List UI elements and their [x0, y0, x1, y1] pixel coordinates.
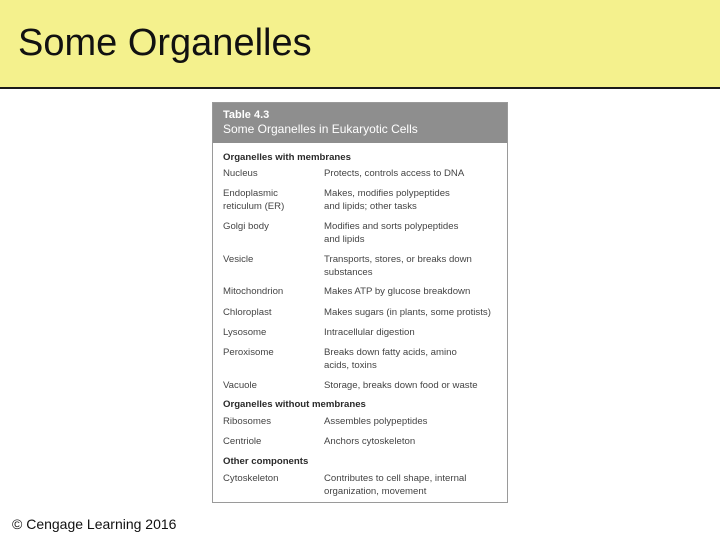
organelle-function: Assembles polypeptides: [324, 416, 428, 427]
organelle-function: Anchors cytoskeleton: [324, 436, 416, 447]
organelle-name: Vacuole: [223, 380, 257, 391]
organelle-function: Makes ATP by glucose breakdown: [324, 286, 471, 297]
title-bar: [0, 0, 720, 89]
organelle-function: Storage, breaks down food or waste: [324, 380, 478, 391]
organelle-function: Protects, controls access to DNA: [324, 168, 465, 179]
organelle-name: Golgi body: [223, 221, 269, 232]
organelle-name: Lysosome: [223, 327, 267, 338]
section-heading-other-components: Other components: [223, 456, 309, 467]
section-heading-with-membranes: Organelles with membranes: [223, 152, 351, 163]
organelle-function: Modifies and sorts polypeptides and lipids: [324, 221, 459, 245]
table-number: Table 4.3: [223, 109, 270, 121]
organelle-name: Vesicle: [223, 254, 254, 265]
organelle-name: Nucleus: [223, 168, 258, 179]
organelle-function: Intracellular digestion: [324, 327, 415, 338]
table-caption: Some Organelles in Eukaryotic Cells: [223, 122, 418, 136]
organelle-function: Makes sugars (in plants, some protists): [324, 307, 491, 318]
organelle-name: Ribosomes: [223, 416, 271, 427]
slide-title: Some Organelles: [18, 22, 312, 64]
organelle-name: Endoplasmic reticulum (ER): [223, 188, 285, 212]
organelle-name: Cytoskeleton: [223, 473, 279, 484]
organelles-table: [212, 102, 508, 503]
table-header: [213, 103, 507, 143]
organelle-function: Breaks down fatty acids, amino acids, toxins: [324, 347, 457, 371]
organelle-function: Contributes to cell shape, internal organization, movement: [324, 473, 467, 497]
organelle-function: Makes, modifies polypeptides and lipids; other tasks: [324, 188, 450, 212]
copyright-credit: © Cengage Learning 2016: [12, 516, 177, 532]
organelle-name: Chloroplast: [223, 307, 272, 318]
section-heading-without-membranes: Organelles without membranes: [223, 399, 366, 410]
organelle-name: Centriole: [223, 436, 262, 447]
organelle-function: Transports, stores, or breaks down substances: [324, 254, 472, 278]
organelle-name: Peroxisome: [223, 347, 274, 358]
organelle-name: Mitochondrion: [223, 286, 284, 297]
